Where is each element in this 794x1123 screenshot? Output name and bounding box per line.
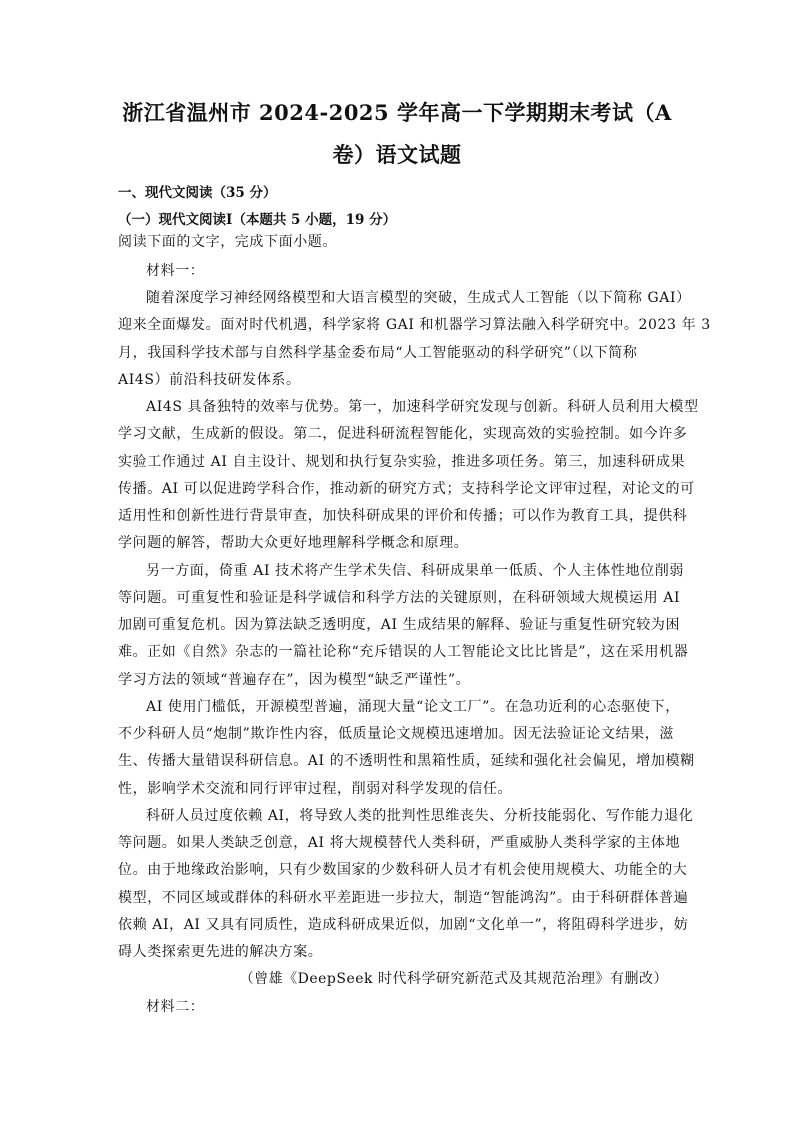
paragraph-line: 适用性和创新性进行背景审查，加快科研成果的评价和传播；可以作为教育工具，提供科 [118, 508, 688, 524]
paragraph-line: 等问题。可重复性和验证是科学诚信和科学方法的关键原则，在科研领域大规模运用 AI [118, 590, 681, 606]
paragraph-line: 碍人类探索更先进的解决方案。 [118, 944, 323, 960]
paragraph-line: 等问题。如果人类缺乏创意，AI 将大规模替代人类科研，严重威胁人类科学家的主体地 [118, 835, 681, 851]
paragraph-line: 传播。AI 可以促进跨学科合作，推动新的研究方式；支持科学论文评审过程，对论文的可 [118, 481, 695, 497]
paragraph-line: AI4S 具备独特的效率与优势。第一，加速科学研究发现与创新。科研人员利用大模型 [146, 399, 699, 415]
paragraph-line: 学习方法的领域“普遍存在”，因为模型“缺乏严谨性”。 [118, 672, 471, 688]
subsection-heading-reading-1: （一）现代文阅读Ⅰ（本题共 5 小题，19 分） [118, 212, 397, 228]
paragraph-line: 依赖 AI，AI 又具有同质性，造成科研成果近似，加剧“文化单一”，将阻碍科学进步，妨 [118, 917, 689, 933]
material-1-label: 材料一： [146, 263, 205, 279]
paragraph-line: 不少科研人员“炮制”欺诈性内容，低质量论文规模迅速增加。因无法验证论文结果，滋 [118, 726, 674, 742]
paragraph-line: AI 使用门槛低，开源模型普遍，涌现大量“论文工厂”。在急功近利的心态驱使下， [146, 699, 680, 715]
paragraph-line: AI4S）前沿科技研发体系。 [118, 372, 301, 388]
source-citation: （曾雄《DeepSeek 时代科学研究新范式及其规范治理》有删改） [239, 971, 668, 987]
paragraph-line: 生、传播大量错误科研信息。AI 的不透明性和黑箱性质，延续和强化社会偏见，增加模糊 [118, 753, 695, 769]
paragraph-line: 月，我国科学技术部与自然科学基金委布局“人工智能驱动的科学研究”（以下简称 [118, 345, 638, 361]
material-2-label: 材料二： [146, 999, 205, 1015]
exam-title-line-2: 卷）语文试题 [332, 142, 462, 167]
paragraph-line: 位。由于地缘政治影响，只有少数国家的少数科研人员才有机会使用规模大、功能全的大 [118, 862, 688, 878]
paragraph-line: 难。正如《自然》杂志的一篇社论称“充斥错误的人工智能论文比比皆是”，这在采用机器 [118, 644, 689, 660]
paragraph-line: 学习文献，生成新的假设。第二，促进科研流程智能化，实现高效的实验控制。如今许多 [118, 426, 688, 442]
paragraph-line: 随着深度学习神经网络模型和大语言模型的突破，生成式人工智能（以下简称 GAI） [146, 290, 691, 306]
paragraph-line: 学问题的解答，帮助大众更好地理解科学概念和原理。 [118, 535, 469, 551]
section-heading-modern-reading: 一、现代文阅读（35 分） [118, 185, 277, 201]
paragraph-line: 另一方面，倚重 AI 技术将产生学术失信、科研成果单一低质、个人主体性地位削弱 [146, 563, 684, 579]
paragraph-line: 性，影响学术交流和同行评审过程，削弱对科学发现的信任。 [118, 781, 513, 797]
paragraph-line: 模型，不同区域或群体的科研水平差距进一步拉大，制造“智能鸿沟”。由于科研群体普遍 [118, 890, 689, 906]
paragraph-line: 加剧可重复危机。因为算法缺乏透明度，AI 生成结果的解释、验证与重复性研究较为困 [118, 617, 681, 633]
paragraph-line: 迎来全面爆发。面对时代机遇，科学家将 GAI 和机器学习算法融入科学研究中。2023 年 3 [118, 317, 711, 333]
paragraph-line: 科研人员过度依赖 AI，将导致人类的批判性思维丧失、分析技能弱化、写作能力退化 [146, 808, 694, 824]
paragraph-line: 实验工作通过 AI 自主设计、规划和执行复杂实验，推进多项任务。第三，加速科研成果 [118, 454, 686, 470]
exam-title-line-1: 浙江省温州市 2024-2025 学年高一下学期期末考试（A [122, 100, 672, 125]
reading-instruction: 阅读下面的文字，完成下面小题。 [118, 234, 337, 250]
